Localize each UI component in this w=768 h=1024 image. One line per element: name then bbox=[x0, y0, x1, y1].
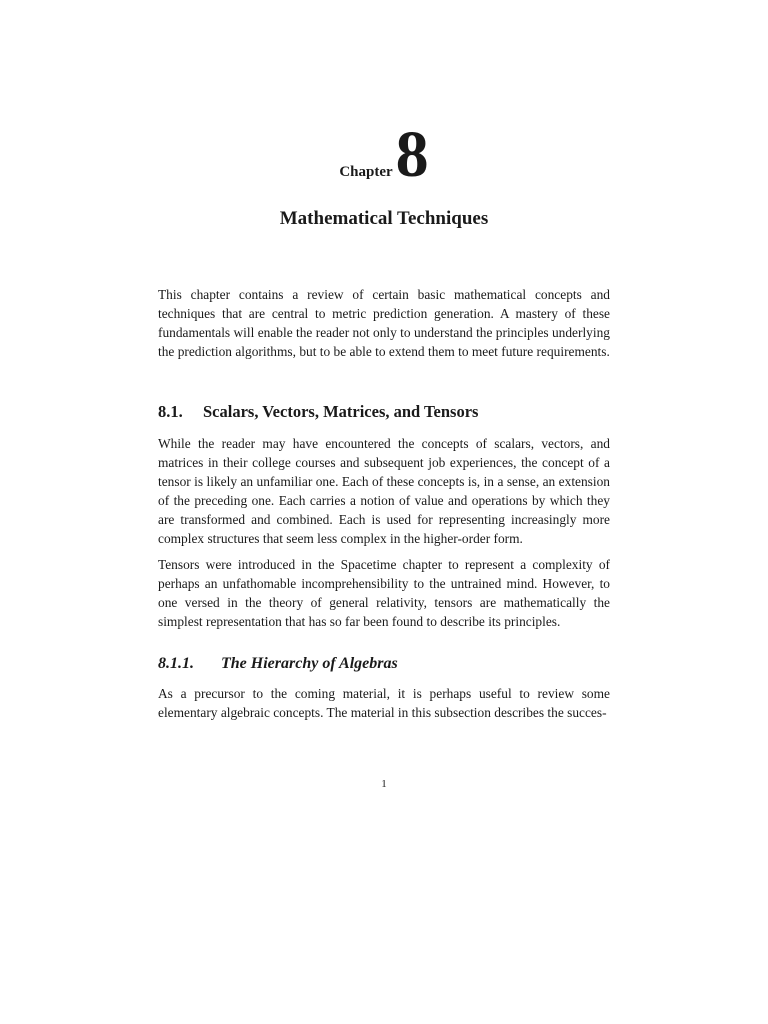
chapter-number: 8 bbox=[395, 118, 429, 191]
chapter-label: Chapter bbox=[339, 164, 393, 180]
section-heading bbox=[158, 402, 610, 422]
section-title: Scalars, Vectors, Matrices, and Tensors bbox=[203, 402, 479, 421]
intro-block bbox=[158, 285, 610, 361]
section-paragraph: While the reader may have encountered the concepts of scalars, vectors, and matrices in their college courses and subsequent job experiences, the concept of a tensor is likely an unfamiliar one. Each of these concepts is, in a sense, an extension of the preceding one. Each carries a notion of value and operations by which they are transformed and combined. Each is used for representing increasingly more complex structures that seem less complex in the higher-order form. bbox=[158, 436, 610, 546]
intro-paragraph: This chapter contains a review of certain basic mathematical concepts and techniques that are central to metric prediction generation. A mastery of these fundamentals will enable the reader not only to understand the principles underlying the prediction algorithms, but to be able to extend them to meet future requirements. bbox=[158, 287, 610, 359]
chapter-title: Mathematical Techniques bbox=[279, 208, 489, 229]
section-paragraph: Tensors were introduced in the Spacetime chapter to represent a complexity of perhaps an unfathomable incomprehensibility to the untrained mind. However, to one versed in the theory of general relativity, tensors are mathematically the simplest representation that has so far been found to describe its principles. bbox=[158, 557, 610, 629]
chapter-heading bbox=[0, 118, 768, 191]
section-paragraph-1-block bbox=[158, 434, 610, 548]
subsection-heading bbox=[158, 655, 610, 673]
subsection-title: The Hierarchy of Algebras bbox=[221, 655, 398, 672]
page-number: 1 bbox=[381, 778, 387, 790]
subsection-paragraph: As a precursor to the coming material, it is perhaps useful to review some elementary algebraic concepts. The material in this subsection describes the succes- bbox=[158, 686, 610, 720]
subsection-paragraph-block bbox=[158, 684, 610, 722]
section-paragraph-2-block bbox=[158, 555, 610, 631]
subsection-number: 8.1.1. bbox=[158, 655, 194, 672]
section-number: 8.1. bbox=[158, 402, 183, 421]
